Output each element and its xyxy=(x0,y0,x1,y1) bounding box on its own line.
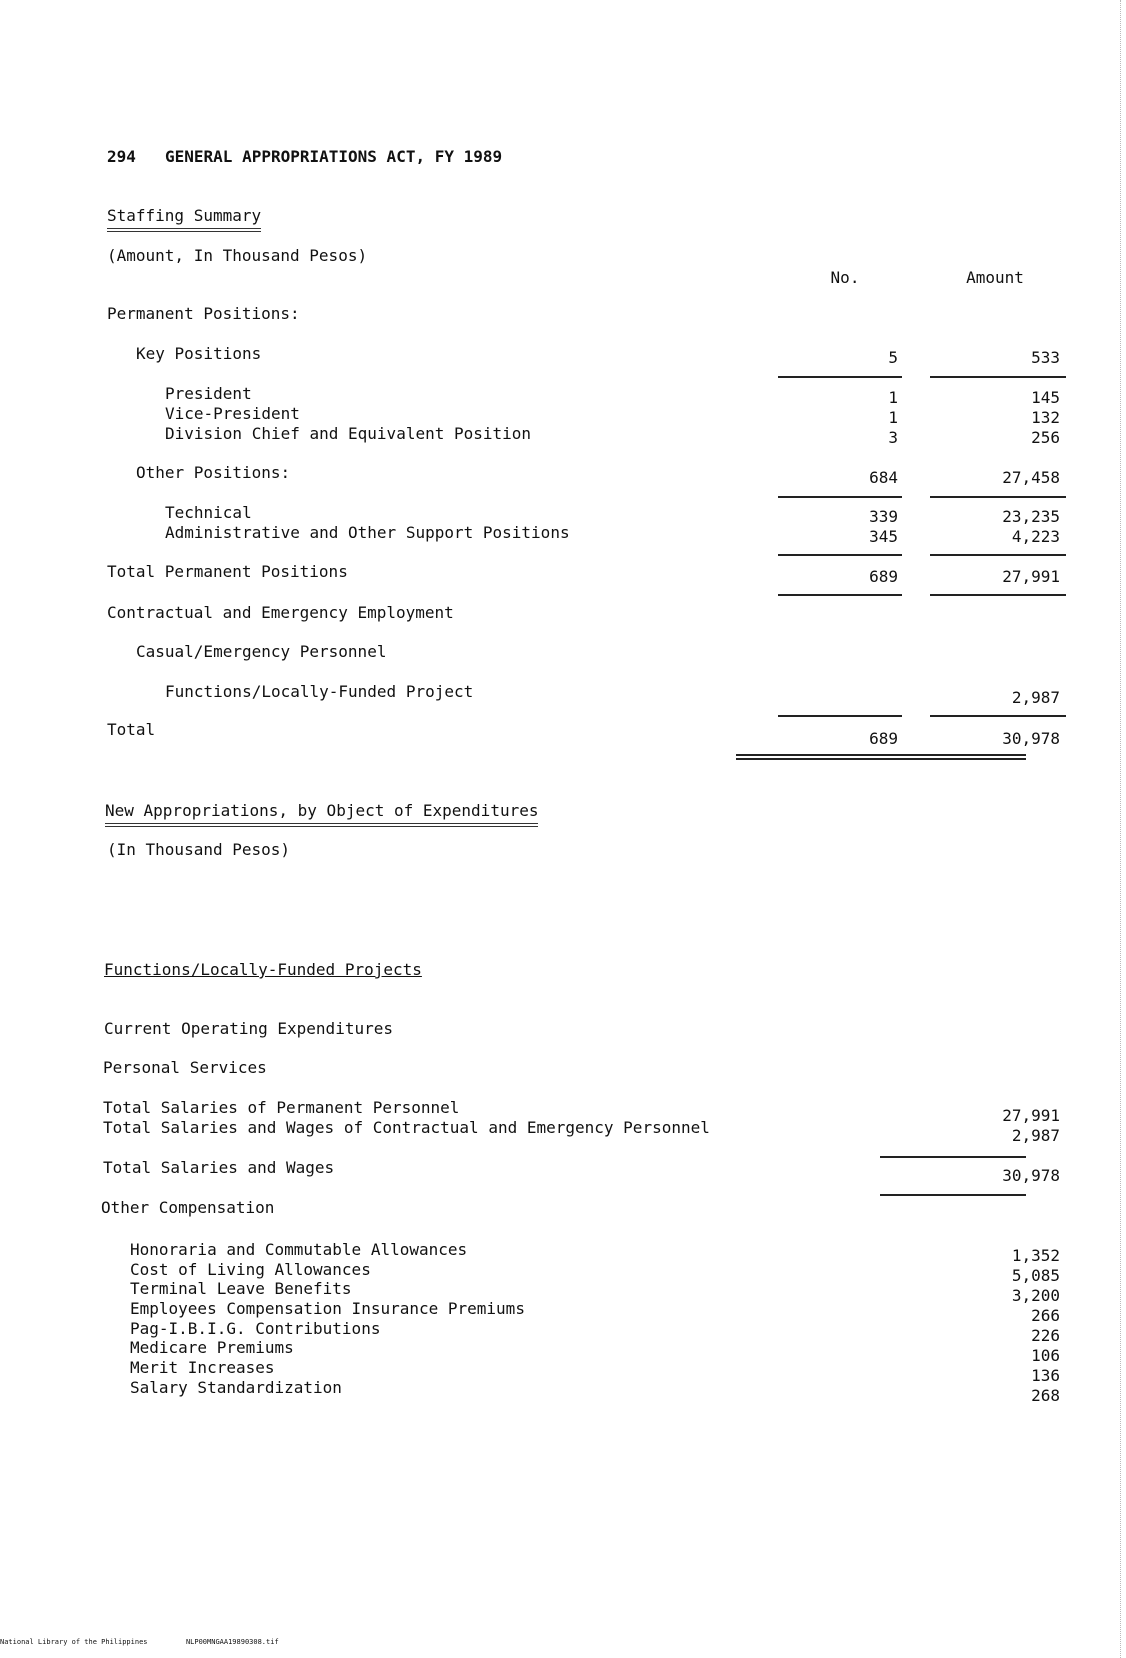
total-permanent-label: Total Permanent Positions xyxy=(107,562,348,581)
functions-amount: 2,987 xyxy=(1011,688,1060,707)
comp-label: Honoraria and Commutable Allowances xyxy=(130,1240,468,1259)
casual-label: Casual/Emergency Personnel xyxy=(136,642,387,661)
page-number: 294 xyxy=(107,147,136,166)
key-item-no: 1 xyxy=(888,388,898,407)
rule xyxy=(930,594,1066,596)
other-item-amount: 23,235 xyxy=(1002,507,1060,526)
col-header-no: No. xyxy=(830,268,860,287)
functions-projects-title: Functions/Locally-Funded Projects xyxy=(104,960,422,979)
appropriations-title: New Appropriations, by Object of Expenditures xyxy=(105,801,538,827)
total-permanent-no: 689 xyxy=(869,567,898,586)
salary-amount: 27,991 xyxy=(1002,1106,1060,1125)
permanent-positions-label: Permanent Positions: xyxy=(107,304,300,323)
rule xyxy=(930,715,1066,717)
key-item-no: 1 xyxy=(888,408,898,427)
comp-label: Employees Compensation Insurance Premiums xyxy=(130,1299,525,1318)
comp-amount: 268 xyxy=(1031,1386,1060,1405)
total-salaries-label: Total Salaries and Wages xyxy=(103,1158,335,1177)
rule xyxy=(778,594,902,596)
page-title: GENERAL APPROPRIATIONS ACT, FY 1989 xyxy=(165,147,503,166)
salary-label: Total Salaries and Wages of Contractual and Emergency Personnel xyxy=(103,1118,710,1137)
total-label: Total xyxy=(107,720,156,739)
rule xyxy=(778,496,902,498)
staffing-title: Staffing Summary xyxy=(107,206,261,232)
rule xyxy=(880,1194,1026,1196)
other-item-label: Administrative and Other Support Positions xyxy=(165,523,570,542)
col-header-amount: Amount xyxy=(966,268,1024,287)
comp-label: Pag-I.B.I.G. Contributions xyxy=(130,1319,381,1338)
other-item-no: 339 xyxy=(869,507,898,526)
other-item-no: 345 xyxy=(869,527,898,546)
contractual-label: Contractual and Emergency Employment xyxy=(107,603,454,622)
comp-amount: 1,352 xyxy=(1011,1246,1060,1265)
scan-edge xyxy=(1120,0,1122,1658)
current-operating-label: Current Operating Expenditures xyxy=(104,1019,393,1038)
other-positions-no: 684 xyxy=(869,468,898,487)
other-compensation-label: Other Compensation xyxy=(101,1198,275,1217)
staffing-unit-note: (Amount, In Thousand Pesos) xyxy=(107,246,368,265)
key-positions-label: Key Positions xyxy=(136,344,262,363)
comp-amount: 266 xyxy=(1031,1306,1060,1325)
comp-label: Cost of Living Allowances xyxy=(130,1260,371,1279)
footer-file: NLP00MNGAA19890308.tif xyxy=(185,1638,279,1646)
footer-library: National Library of the Philippines xyxy=(0,1638,148,1646)
comp-amount: 106 xyxy=(1031,1346,1060,1365)
salary-amount: 2,987 xyxy=(1011,1126,1060,1145)
total-no: 689 xyxy=(869,729,898,748)
other-positions-amount: 27,458 xyxy=(1002,468,1060,487)
rule xyxy=(778,715,902,717)
other-positions-label: Other Positions: xyxy=(136,463,291,482)
key-positions-no: 5 xyxy=(888,348,898,367)
total-permanent-amount: 27,991 xyxy=(1002,567,1060,586)
key-item-no: 3 xyxy=(888,428,898,447)
comp-amount: 5,085 xyxy=(1011,1266,1060,1285)
comp-label: Merit Increases xyxy=(130,1358,275,1377)
functions-label: Functions/Locally-Funded Project xyxy=(165,682,474,701)
rule xyxy=(778,554,902,556)
key-positions-amount: 533 xyxy=(1031,348,1060,367)
personal-services-label: Personal Services xyxy=(103,1058,267,1077)
comp-label: Terminal Leave Benefits xyxy=(130,1279,352,1298)
total-amount: 30,978 xyxy=(1002,729,1060,748)
key-item-amount: 256 xyxy=(1031,428,1060,447)
double-rule xyxy=(736,754,902,760)
comp-amount: 136 xyxy=(1031,1366,1060,1385)
key-item-label: Vice-President xyxy=(165,404,300,423)
footer xyxy=(0,1638,279,1646)
key-item-label: President xyxy=(165,384,252,403)
comp-label: Salary Standardization xyxy=(130,1378,342,1397)
rule xyxy=(930,496,1066,498)
key-item-amount: 145 xyxy=(1031,388,1060,407)
rule xyxy=(880,1156,1026,1158)
comp-amount: 3,200 xyxy=(1011,1286,1060,1305)
comp-amount: 226 xyxy=(1031,1326,1060,1345)
other-item-amount: 4,223 xyxy=(1011,527,1060,546)
key-item-amount: 132 xyxy=(1031,408,1060,427)
key-item-label: Division Chief and Equivalent Position xyxy=(165,424,532,443)
rule xyxy=(930,376,1066,378)
other-item-label: Technical xyxy=(165,503,252,522)
rule xyxy=(778,376,902,378)
comp-label: Medicare Premiums xyxy=(130,1338,294,1357)
total-salaries-amount: 30,978 xyxy=(1002,1166,1060,1185)
appropriations-unit-note: (In Thousand Pesos) xyxy=(107,840,291,859)
rule xyxy=(930,554,1066,556)
salary-label: Total Salaries of Permanent Personnel xyxy=(103,1098,460,1117)
double-rule xyxy=(880,754,1026,760)
